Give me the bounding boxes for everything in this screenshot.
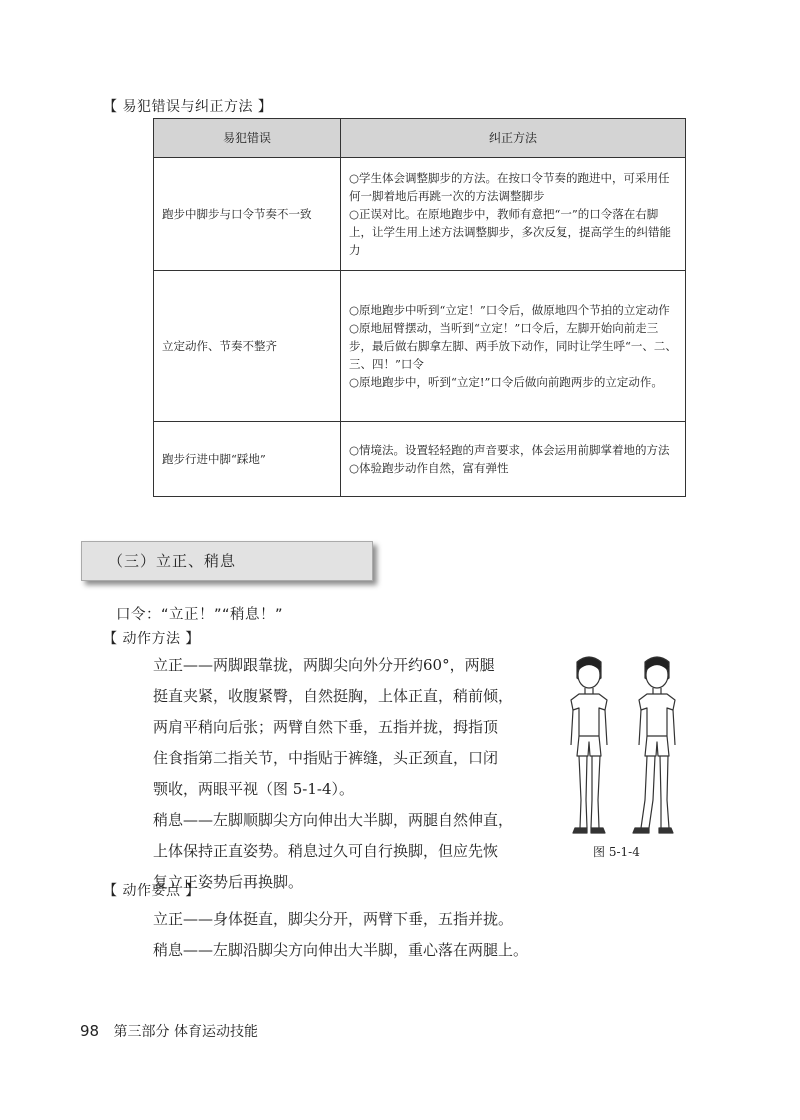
method-line: 颚收，两眼平视（图 5-1-4）。 <box>153 780 355 798</box>
fix-cell <box>341 158 686 271</box>
error-cell: 跑步行进中脚“踩地” <box>154 422 341 497</box>
column-header-fix: 纠正方法 <box>341 119 686 158</box>
fix-item: ○体验跑步动作自然，富有弹性 <box>349 461 509 475</box>
fix-item: ○情境法。设置轻轻跑的声音要求，体会运用前脚掌着地的方法 <box>349 443 670 457</box>
method-line: 稍息——左脚顺脚尖方向伸出大半脚，两腿自然伸直， <box>153 811 514 829</box>
method-line: 复立正姿势后再换脚。 <box>153 873 304 891</box>
error-cell: 立定动作、节奏不整齐 <box>154 271 341 422</box>
fix-cell <box>341 271 686 422</box>
errors-heading: 【 易犯错误与纠正方法 】 <box>103 99 273 115</box>
errors-table <box>153 118 686 497</box>
table-row <box>154 158 686 271</box>
error-cell: 跑步中脚步与口令节奏不一致 <box>154 158 341 271</box>
method-heading: 【 动作方法 】 <box>103 631 200 647</box>
keypoints-heading: 【 动作要点 】 <box>103 883 200 899</box>
table-header-row <box>154 119 686 158</box>
fix-item: ○原地跑步中听到“立定！”口令后，做原地四个节拍的立定动作 <box>349 303 670 317</box>
page-number: 98 <box>80 1022 100 1040</box>
section-banner: （三）立正、稍息 <box>81 541 373 581</box>
at-ease-boy-drawing <box>633 657 675 833</box>
method-line: 立正——两脚跟靠拢，两脚尖向外分开约60°，两腿 <box>153 656 495 674</box>
method-line: 住食指第二指关节，中指贴于裤缝，头正颈直，口闭 <box>153 749 499 767</box>
fix-item: ○原地跑步中，听到“立定!”口令后做向前跑两步的立定动作。 <box>349 375 663 389</box>
table-row <box>154 422 686 497</box>
column-header-error: 易犯错误 <box>154 119 341 158</box>
method-text <box>153 650 553 898</box>
fix-item: ○正误对比。在原地跑步中，教师有意把“一”的口令落在右脚上，让学生用上述方法调整脚步，多次反复，提高学生的纠错能力 <box>349 207 671 257</box>
part-title: 第三部分 体育运动技能 <box>113 1024 258 1040</box>
fix-item: ○原地屈臂摆动，当听到“立定！”口令后，左脚开始向前走三步，最后做右脚拿左脚、两手放下动作，同时让学生呼“一、二、三、四！”口令 <box>349 321 677 371</box>
keypoints-text <box>153 904 673 966</box>
stance-figure-illustration <box>555 650 690 850</box>
method-line: 两肩平稍向后张；两臂自然下垂，五指并拢，拇指顶 <box>153 718 499 736</box>
keypoint-line: 立正——身体挺直，脚尖分开，两臂下垂，五指并拢。 <box>153 910 514 928</box>
fix-item: ○学生体会调整脚步的方法。在按口令节奏的跑进中，可采用任何一脚着地后再跳一次的方法调整脚步 <box>349 171 670 203</box>
method-line: 上体保持正直姿势。稍息过久可自行换脚，但应先恢 <box>153 842 499 860</box>
attention-boy-drawing <box>571 657 607 833</box>
table-row <box>154 271 686 422</box>
method-line: 挺直夹紧，收腹紧臀，自然挺胸，上体正直，稍前倾， <box>153 687 514 705</box>
fix-cell <box>341 422 686 497</box>
command-line: 口令：“立正！”“稍息！” <box>116 607 284 623</box>
page-footer <box>80 1021 258 1041</box>
figure-caption: 图 5-1-4 <box>593 845 640 859</box>
keypoint-line: 稍息——左脚沿脚尖方向伸出大半脚，重心落在两腿上。 <box>153 941 529 959</box>
